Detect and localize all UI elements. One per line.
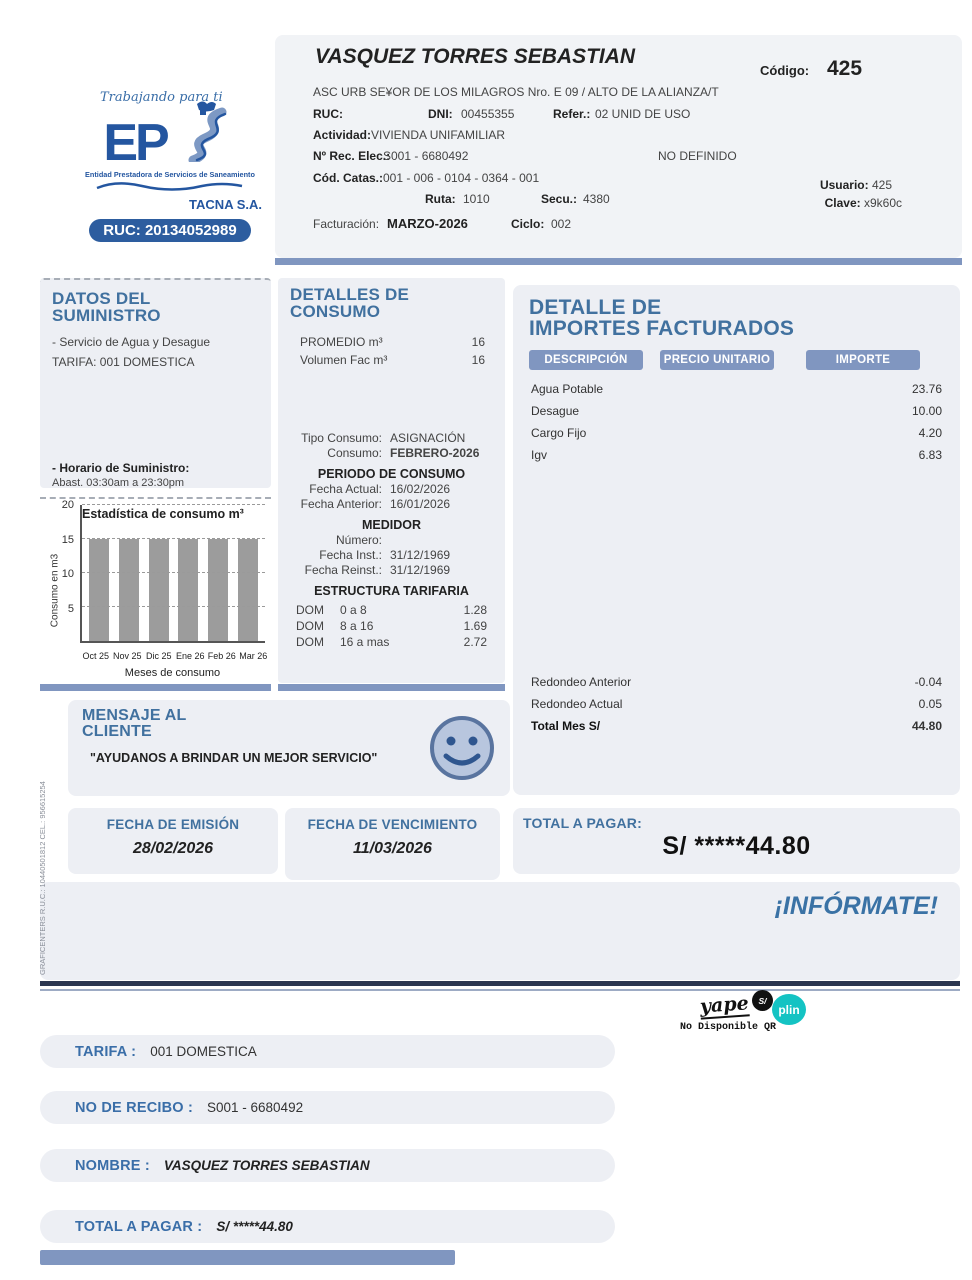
redondeo-anterior-row: Redondeo Anterior -0.04 bbox=[531, 674, 942, 689]
mensaje-title: MENSAJE AL CLIENTE bbox=[82, 707, 187, 741]
x-tick-label: Mar 26 bbox=[239, 651, 268, 661]
chart-plot-area bbox=[80, 505, 265, 643]
estructura-title: ESTRUCTURA TARIFARIA bbox=[314, 583, 469, 598]
promedio-value: 16 bbox=[471, 334, 485, 349]
horario-label: - Horario de Suministro: bbox=[52, 460, 190, 475]
y-tick-label: 20 bbox=[61, 499, 74, 511]
bottom-accent-bar bbox=[40, 1250, 455, 1265]
col-descripcion: DESCRIPCIÓN bbox=[529, 350, 643, 370]
importes-title: DETALLE DE IMPORTES FACTURADOS bbox=[529, 296, 795, 341]
ciclo-value: 002 bbox=[551, 217, 572, 231]
logo-company: TACNA S.A. bbox=[189, 197, 262, 212]
col-precio-unitario: PRECIO UNITARIO bbox=[660, 350, 774, 370]
facturacion-value: MARZO-2026 bbox=[387, 216, 468, 231]
total-pagar-value: S/ *****44.80 bbox=[662, 832, 811, 861]
volumen-label: Volumen Fac m³ bbox=[300, 352, 388, 367]
tarifa-row: DOM 16 a mas 2.72 bbox=[296, 634, 487, 649]
bar-feb-26 bbox=[208, 539, 228, 641]
dni-value: 00455355 bbox=[461, 107, 515, 121]
consumo-mes-label: Consumo: bbox=[327, 445, 382, 460]
fecha-reinst-value: 31/12/1969 bbox=[390, 562, 451, 577]
tarifa-row: DOM 0 a 8 1.28 bbox=[296, 602, 487, 617]
fecha-anterior-value: 16/01/2026 bbox=[390, 496, 451, 511]
promedio-label: PROMEDIO m³ bbox=[300, 334, 383, 349]
chart-x-ticks bbox=[80, 651, 269, 661]
gridline bbox=[82, 538, 265, 539]
total-pagar-box bbox=[513, 808, 960, 874]
fecha-reinst-label: Fecha Reinst.: bbox=[304, 562, 382, 577]
chart-title: Estadística de consumo m³ bbox=[82, 507, 244, 521]
bar-dic-25 bbox=[149, 539, 169, 641]
logo-subtitle: Entidad Prestadora de Servicios de Saneamiento bbox=[85, 170, 255, 179]
mensaje-cliente-panel bbox=[68, 700, 510, 796]
fecha-inst-value: 31/12/1969 bbox=[390, 547, 451, 562]
codigo-label: Código: bbox=[760, 63, 810, 78]
informate-panel bbox=[40, 882, 960, 980]
facturacion-label: Facturación: bbox=[313, 217, 380, 231]
fecha-inst-label: Fecha Inst.: bbox=[319, 547, 382, 562]
x-tick-label: Oct 25 bbox=[82, 651, 109, 661]
consumption-chart bbox=[40, 497, 271, 683]
periodo-title: PERIODO DE CONSUMO bbox=[317, 466, 466, 481]
customer-address: ASC URB SE¥OR DE LOS MILAGROS Nro. E 09 / ALTO DE LA ALIANZA/T bbox=[313, 85, 719, 99]
eps-logo-text: EP bbox=[103, 114, 167, 173]
tarifa-line: TARIFA: 001 DOMESTICA bbox=[52, 354, 195, 369]
mensaje-texto: "AYUDANOS A BRINDAR UN MEJOR SERVICIO" bbox=[90, 750, 378, 765]
plin-logo: plin bbox=[772, 994, 806, 1025]
datos-suministro-panel bbox=[40, 278, 271, 488]
dni-label: DNI: bbox=[428, 107, 453, 121]
footer-divider-bar bbox=[40, 981, 960, 986]
servicio-line: - Servicio de Agua y Desague bbox=[52, 334, 211, 349]
fecha-vencimiento-value: 11/03/2026 bbox=[353, 839, 432, 857]
yape-logo: yape S/ bbox=[700, 994, 749, 1018]
ruta-label: Ruta: bbox=[425, 192, 456, 206]
fecha-emision-value: 28/02/2026 bbox=[132, 839, 214, 857]
bar-ene-26 bbox=[178, 539, 198, 641]
tipo-consumo-label: Tipo Consumo: bbox=[301, 430, 382, 445]
x-tick-label: Dic 25 bbox=[145, 651, 172, 661]
qr-unavailable-note: No Disponible QR bbox=[680, 1022, 777, 1033]
summary-row-recibo: NO DE RECIBO : S001 - 6680492 bbox=[40, 1091, 615, 1124]
redondeo-actual-row: Redondeo Actual 0.05 bbox=[531, 696, 942, 711]
importe-row: Desague 10.00 bbox=[531, 403, 942, 418]
fecha-actual-value: 16/02/2026 bbox=[390, 481, 451, 496]
chart-y-ticks bbox=[58, 499, 78, 643]
detalles-consumo-panel bbox=[278, 278, 505, 683]
summary-row-tarifa: TARIFA : 001 DOMESTICA bbox=[40, 1035, 615, 1068]
fecha-vencimiento-box bbox=[285, 808, 500, 880]
left-column-divider-bar bbox=[40, 684, 271, 691]
y-tick-label: 5 bbox=[67, 602, 74, 615]
mid-column-divider-bar bbox=[278, 684, 505, 691]
no-definido: NO DEFINIDO bbox=[658, 149, 737, 163]
logo-wave-icon bbox=[95, 182, 245, 192]
medidor-title: MEDIDOR bbox=[361, 517, 422, 532]
actividad-value: VIVIENDA UNIFAMILIAR bbox=[371, 128, 506, 142]
importe-row: Igv 6.83 bbox=[531, 447, 942, 462]
x-tick-label: Ene 26 bbox=[175, 651, 205, 661]
ciclo-label: Ciclo: bbox=[511, 217, 545, 231]
fecha-anterior-label: Fecha Anterior: bbox=[300, 496, 382, 511]
refer-value: 02 UNID DE USO bbox=[595, 107, 691, 121]
clave-value: x9k60c bbox=[863, 196, 902, 210]
chart-y-axis-label: Consumo en m3 bbox=[49, 553, 61, 628]
header-box bbox=[275, 35, 962, 258]
yape-badge-icon: S/ bbox=[752, 990, 773, 1011]
rec-elec-label: Nº Rec. Elec.: bbox=[313, 149, 391, 163]
fecha-vencimiento-label: FECHA DE VENCIMIENTO bbox=[307, 817, 478, 832]
importe-row: Agua Potable 23.76 bbox=[531, 381, 942, 396]
fecha-emision-box bbox=[68, 808, 278, 874]
y-tick-label: 15 bbox=[61, 533, 74, 546]
ruc-badge: RUC: 20134052989 bbox=[89, 219, 251, 242]
ruta-value: 1010 bbox=[463, 192, 490, 206]
fecha-emision-label: FECHA DE EMISIÓN bbox=[106, 817, 240, 832]
importes-table-header bbox=[529, 350, 944, 370]
datos-title: DATOS DEL SUMINISTRO bbox=[52, 289, 161, 326]
x-tick-label: Nov 25 bbox=[112, 651, 142, 661]
secu-label: Secu.: bbox=[541, 192, 578, 206]
numero-label: Número: bbox=[335, 532, 382, 547]
refer-label: Refer.: bbox=[553, 107, 591, 121]
usuario-label: Usuario: bbox=[819, 178, 869, 192]
col-importe: IMPORTE bbox=[806, 350, 920, 370]
summary-row-total: TOTAL A PAGAR : S/ *****44.80 bbox=[40, 1210, 615, 1243]
header-divider-bar bbox=[275, 258, 962, 265]
bar-oct-25 bbox=[89, 539, 109, 641]
tipo-consumo-value: ASIGNACIÓN bbox=[390, 430, 466, 445]
total-pagar-label: TOTAL A PAGAR: bbox=[523, 815, 642, 831]
bar-mar-26 bbox=[238, 539, 258, 641]
bar-nov-25 bbox=[119, 539, 139, 641]
ruc-label: RUC: bbox=[313, 107, 343, 121]
footer-divider-line bbox=[40, 989, 960, 991]
informate-text: ¡INFÓRMATE! bbox=[774, 892, 938, 920]
clave-label: Clave: bbox=[824, 196, 861, 210]
gridline bbox=[82, 606, 265, 607]
customer-name: VASQUEZ TORRES SEBASTIAN bbox=[315, 45, 636, 68]
chart-bars bbox=[84, 505, 263, 641]
smiley-face-icon bbox=[428, 714, 496, 787]
fecha-actual-label: Fecha Actual: bbox=[309, 481, 382, 496]
secu-value: 4380 bbox=[583, 192, 610, 206]
tarifa-row: DOM 8 a 16 1.69 bbox=[296, 618, 487, 633]
actividad-label: Actividad: bbox=[313, 128, 372, 142]
importe-row: Cargo Fijo 4.20 bbox=[531, 425, 942, 440]
consumo-mes-value: FEBRERO-2026 bbox=[390, 445, 480, 460]
summary-row-nombre: NOMBRE : VASQUEZ TORRES SEBASTIAN bbox=[40, 1149, 615, 1182]
chart-x-axis-label: Meses de consumo bbox=[124, 667, 221, 679]
logo-tagline: Trabajando para ti bbox=[100, 90, 223, 105]
consumo-title: DETALLES DE CONSUMO bbox=[290, 285, 410, 322]
volumen-value: 16 bbox=[471, 352, 485, 367]
gridline bbox=[82, 504, 265, 505]
horario-value: Abast. 03:30am a 23:30pm bbox=[52, 476, 185, 489]
total-mes-row: Total Mes S/ 44.80 bbox=[531, 718, 942, 733]
usuario-value: 425 bbox=[871, 178, 892, 192]
catas-label: Cód. Catas.: bbox=[313, 171, 384, 185]
catas-value: 001 - 006 - 0104 - 0364 - 001 bbox=[383, 171, 540, 185]
codigo-value: 425 bbox=[827, 57, 863, 80]
rec-elec-value: S001 - 6680492 bbox=[383, 149, 469, 163]
y-tick-label: 10 bbox=[61, 568, 74, 580]
gridline bbox=[82, 572, 265, 573]
importes-facturados-panel bbox=[513, 285, 960, 795]
eps-logo-block bbox=[72, 90, 268, 242]
print-shop-credit: GRAFICENTERS R.U.C.: 10440501812 CEL.: 956615254 bbox=[38, 781, 47, 975]
x-tick-label: Feb 26 bbox=[207, 651, 236, 661]
eps-river-faucet-icon bbox=[167, 98, 237, 167]
